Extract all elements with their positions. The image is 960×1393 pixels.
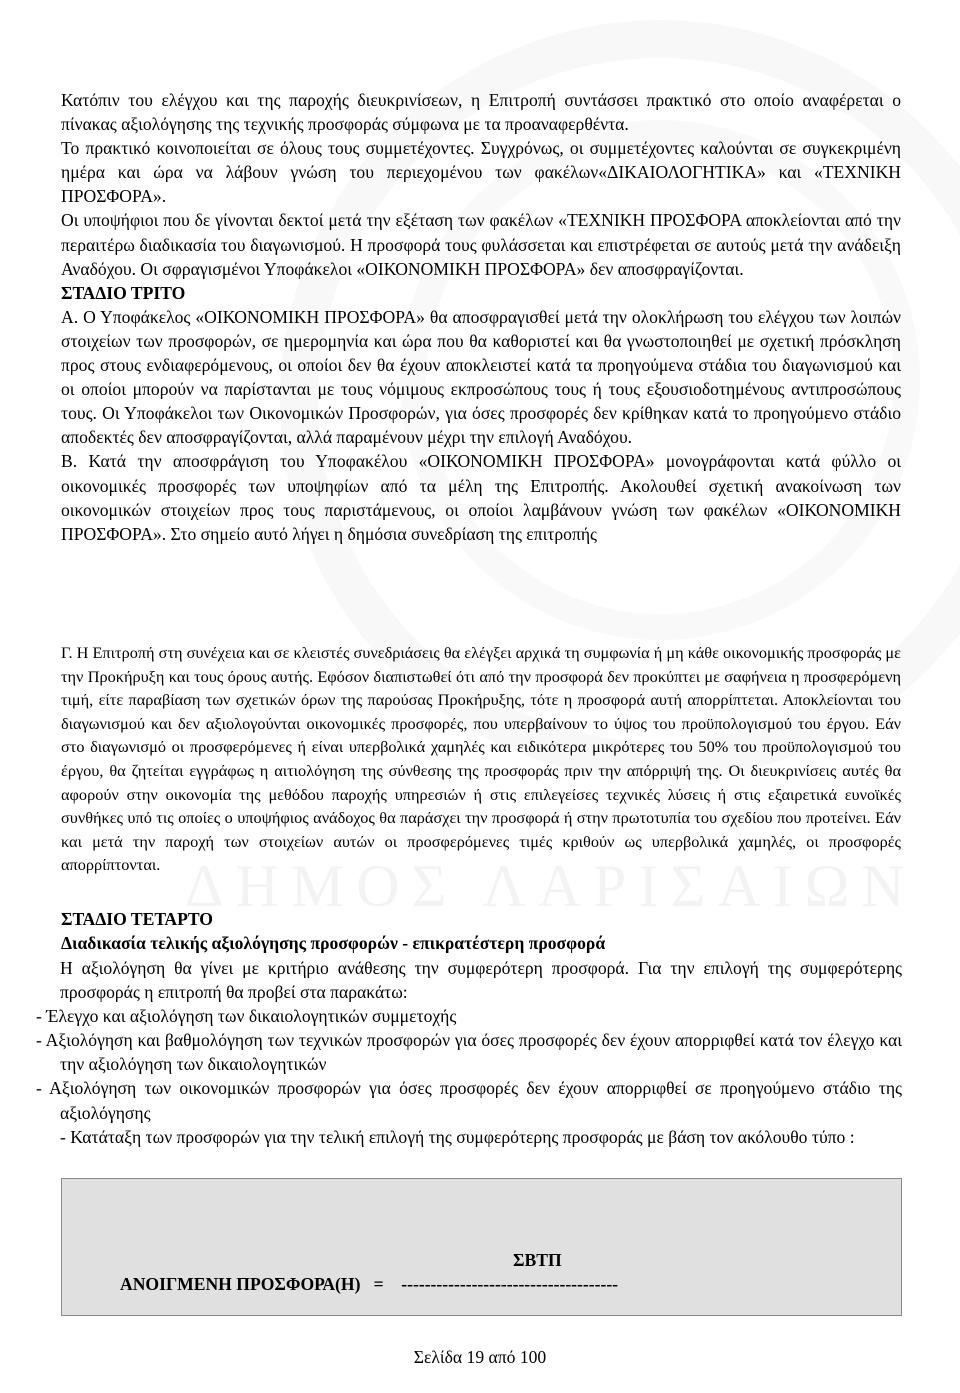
stage4-heading-block [61,907,891,955]
formula-fraction-line: ------------------------------------- [401,1274,619,1294]
formula-numerator: ΣΒΤΠ [513,1250,562,1270]
stage4-list [36,956,902,1149]
stage4-subheading: Διαδικασία τελικής αξιολόγησης προσφορών - επικρατέστερη προσφορά [61,933,606,954]
stage3-paragraph-c: Γ. Η Επιτροπή στη συνέχεια και σε κλειστές συνεδριάσεις θα ελέγξει αρχικά τη συμφωνία ή μη κάθε οικονομικής προσφοράς με την Προκήρυξη και τους όρους αυτής. Εφόσον διαπιστωθεί ότι από την προσφορά δεν προκύπτει με σαφήνεια η προσφερόμενη τιμή, είτε παραβίαση των σχετικών όρων της παρούσας Προκήρυξης, τότε η προσφορά αυτή απορρίπτεται. Αποκλείονται του διαγωνισμού και δεν αξιολογούνται οικονομικές προσφορές, που υπερβαίνουν το ύψος του προϋπολογισμού του έργου. Εάν στο διαγωνισμό οι προσφερόμενες ή είναι υπερβολικά χαμηλές και ειδικότερα μικρότερες του 50% του προϋπολογισμού του έργου, θα ζητείται εγγράφως η αιτιολόγηση της σύνθεσης της προσφοράς πριν την απόρριψή της. Οι διευκρινίσεις αυτές θα αφορούν στην οικονομία της μεθόδου παροχής υπηρεσιών ή στις επιλεγείσες τεχνικές λύσεις ή στις εξαιρετικά ευνοϊκές συνθήκες υπό τις οποίες ο υποψήφιος ανάδοχος θα παράσχει την προσφορά ή στην πρωτοτυπία του σχεδίου που προτείνει. Εάν και μετά την παροχή των στοιχείων αυτών οι προσφερόμενες τιμές κριθούν ως υπερβολικά χαμηλές, οι προσφορές απορρίπτονται. [61,643,901,875]
stage4-last-item: - Κατάταξη των προσφορών για την τελική επιλογή της συμφερότερης προσφοράς με βάση τον ακόλουθο τύπο : [60,1126,855,1147]
intro-paragraph-2: Το πρακτικό κοινοποιείται σε όλους τους συμμετέχοντες. Συγχρόνως, οι συμμετέχοντες καλούνται σε συγκεκριμένη ημέρα και ώρα να λάβουν γνώση του περιεχομένου των φακέλων«ΔΙΚΑΙΟΛΟΓΗΤΙΚΑ» και «ΤΕΧΝΙΚΗ ΠΡΟΣΦΟΡΑ». [61,138,901,207]
stage4-heading: ΣΤΑΔΙΟ ΤΕΤΑΡΤΟ [61,909,213,929]
stage4-item-3: - Αξιολόγηση των οικονομικών προσφορών για όσες προσφορές δεν έχουν απορριφθεί σε προηγούμενο στάδιο της αξιολόγησης [36,1078,902,1123]
intro-section [61,88,901,546]
intro-paragraph-3: Οι υποψήφιοι που δε γίνονται δεκτοί μετά την εξέταση των φακέλων «ΤΕΧΝΙΚΗ ΠΡΟΣΦΟΡΑ αποκλείονται από την περαιτέρω διαδικασία του διαγωνισμού. Η προσφορά τους φυλάσσεται και επιστρέφεται σε αυτούς μετά την ανάδειξη Αναδόχου. Οι σφραγισμένοι Υποφάκελοι «ΟΙΚΟΝΟΜΙΚΗ ΠΡΟΣΦΟΡΑ» δεν αποσφραγίζονται. [61,210,901,279]
page-footer: Σελίδα 19 από 100 [413,1347,547,1367]
stage4-intro: Η αξιολόγηση θα γίνει με κριτήριο ανάθεσης την συμφερότερη προσφορά. Για την επιλογή της συμφερότερης προσφοράς η επιτροπή θα προβεί στα παρακάτω: [60,958,902,1003]
intro-paragraph-1: Κατόπιν του ελέγχου και της παροχής διευκρινίσεων, η Επιτροπή συντάσσει πρακτικό στο οποίο αναφέρεται ο πίνακας αξιολόγησης της τεχνικής προσφοράς σύμφωνα με τα προαναφερθέντα. [61,90,901,135]
formula-equals: = [373,1274,384,1294]
watermark-text: ΔΗΜΟΣ ΛΑΡΙΣΑΙΩΝ [185,853,917,919]
formula-left: ΑΝΟΙΓΜΕΝΗ ΠΡΟΣΦΟΡΑ(Η) [120,1274,361,1294]
stage3-paragraph-b: Β. Κατά την αποσφράγιση του Υποφακέλου «ΟΙΚΟΝΟΜΙΚΗ ΠΡΟΣΦΟΡΑ» μονογράφονται κατά φύλλο οι οικονομικές προσφορές των υποψηφίων από τα μέλη της Επιτροπής. Ακολουθεί σχετική ανακοίνωση των οικονομικών στοιχείων προς τους παριστάμενους, οι οποίοι λαμβάνουν γνώση των φακέλων «ΟΙΚΟΝΟΜΙΚΗ ΠΡΟΣΦΟΡΑ». Στο σημείο αυτό λήγει η δημόσια συνεδρίαση της επιτροπής [61,451,901,544]
stage3-paragraph-a: Α. Ο Υποφάκελος «ΟΙΚΟΝΟΜΙΚΗ ΠΡΟΣΦΟΡΑ» θα αποσφραγισθεί μετά την ολοκλήρωση του ελέγχου των λοιπών στοιχείων των προσφορών, σε ημερομηνία και ώρα που θα καθοριστεί και θα γνωστοποιηθεί με σχετική πρόσκληση προς στους ενδιαφερόμενους, οι οποίοι δεν θα έχουν αποκλειστεί κατά τα προηγούμενα στάδια του διαγωνισμού και οι οποίοι μπορούν να παρίστανται με τους νόμιμους εκπροσώπους τους ή τους εξουσιοδοτημένους αντιπροσώπους τους. Οι Υποφάκελοι των Οικονομικών Προσφορών, για όσες προσφορές δεν κρίθηκαν κατά το προηγούμενο στάδιο αποδεκτές δεν αποσφραγίζονται, αλλά παραμένουν μέχρι την επιλογή Αναδόχου. [61,306,901,448]
stage4-item-2: - Αξιολόγηση και βαθμολόγηση των τεχνικών προσφορών για όσες προσφορές δεν έχουν απορριφθεί κατά τον έλεγχο και την αξιολόγηση των δικαιολογητικών [36,1030,902,1075]
formula-box [61,1178,902,1316]
formula-row [120,1274,618,1295]
stage3-heading: ΣΤΑΔΙΟ ΤΡΙΤΟ [61,282,186,303]
stage3-paragraph-c-block [61,641,901,877]
stage4-item-1: - Έλεγχο και αξιολόγηση των δικαιολογητικών συμμετοχής [36,1006,457,1027]
